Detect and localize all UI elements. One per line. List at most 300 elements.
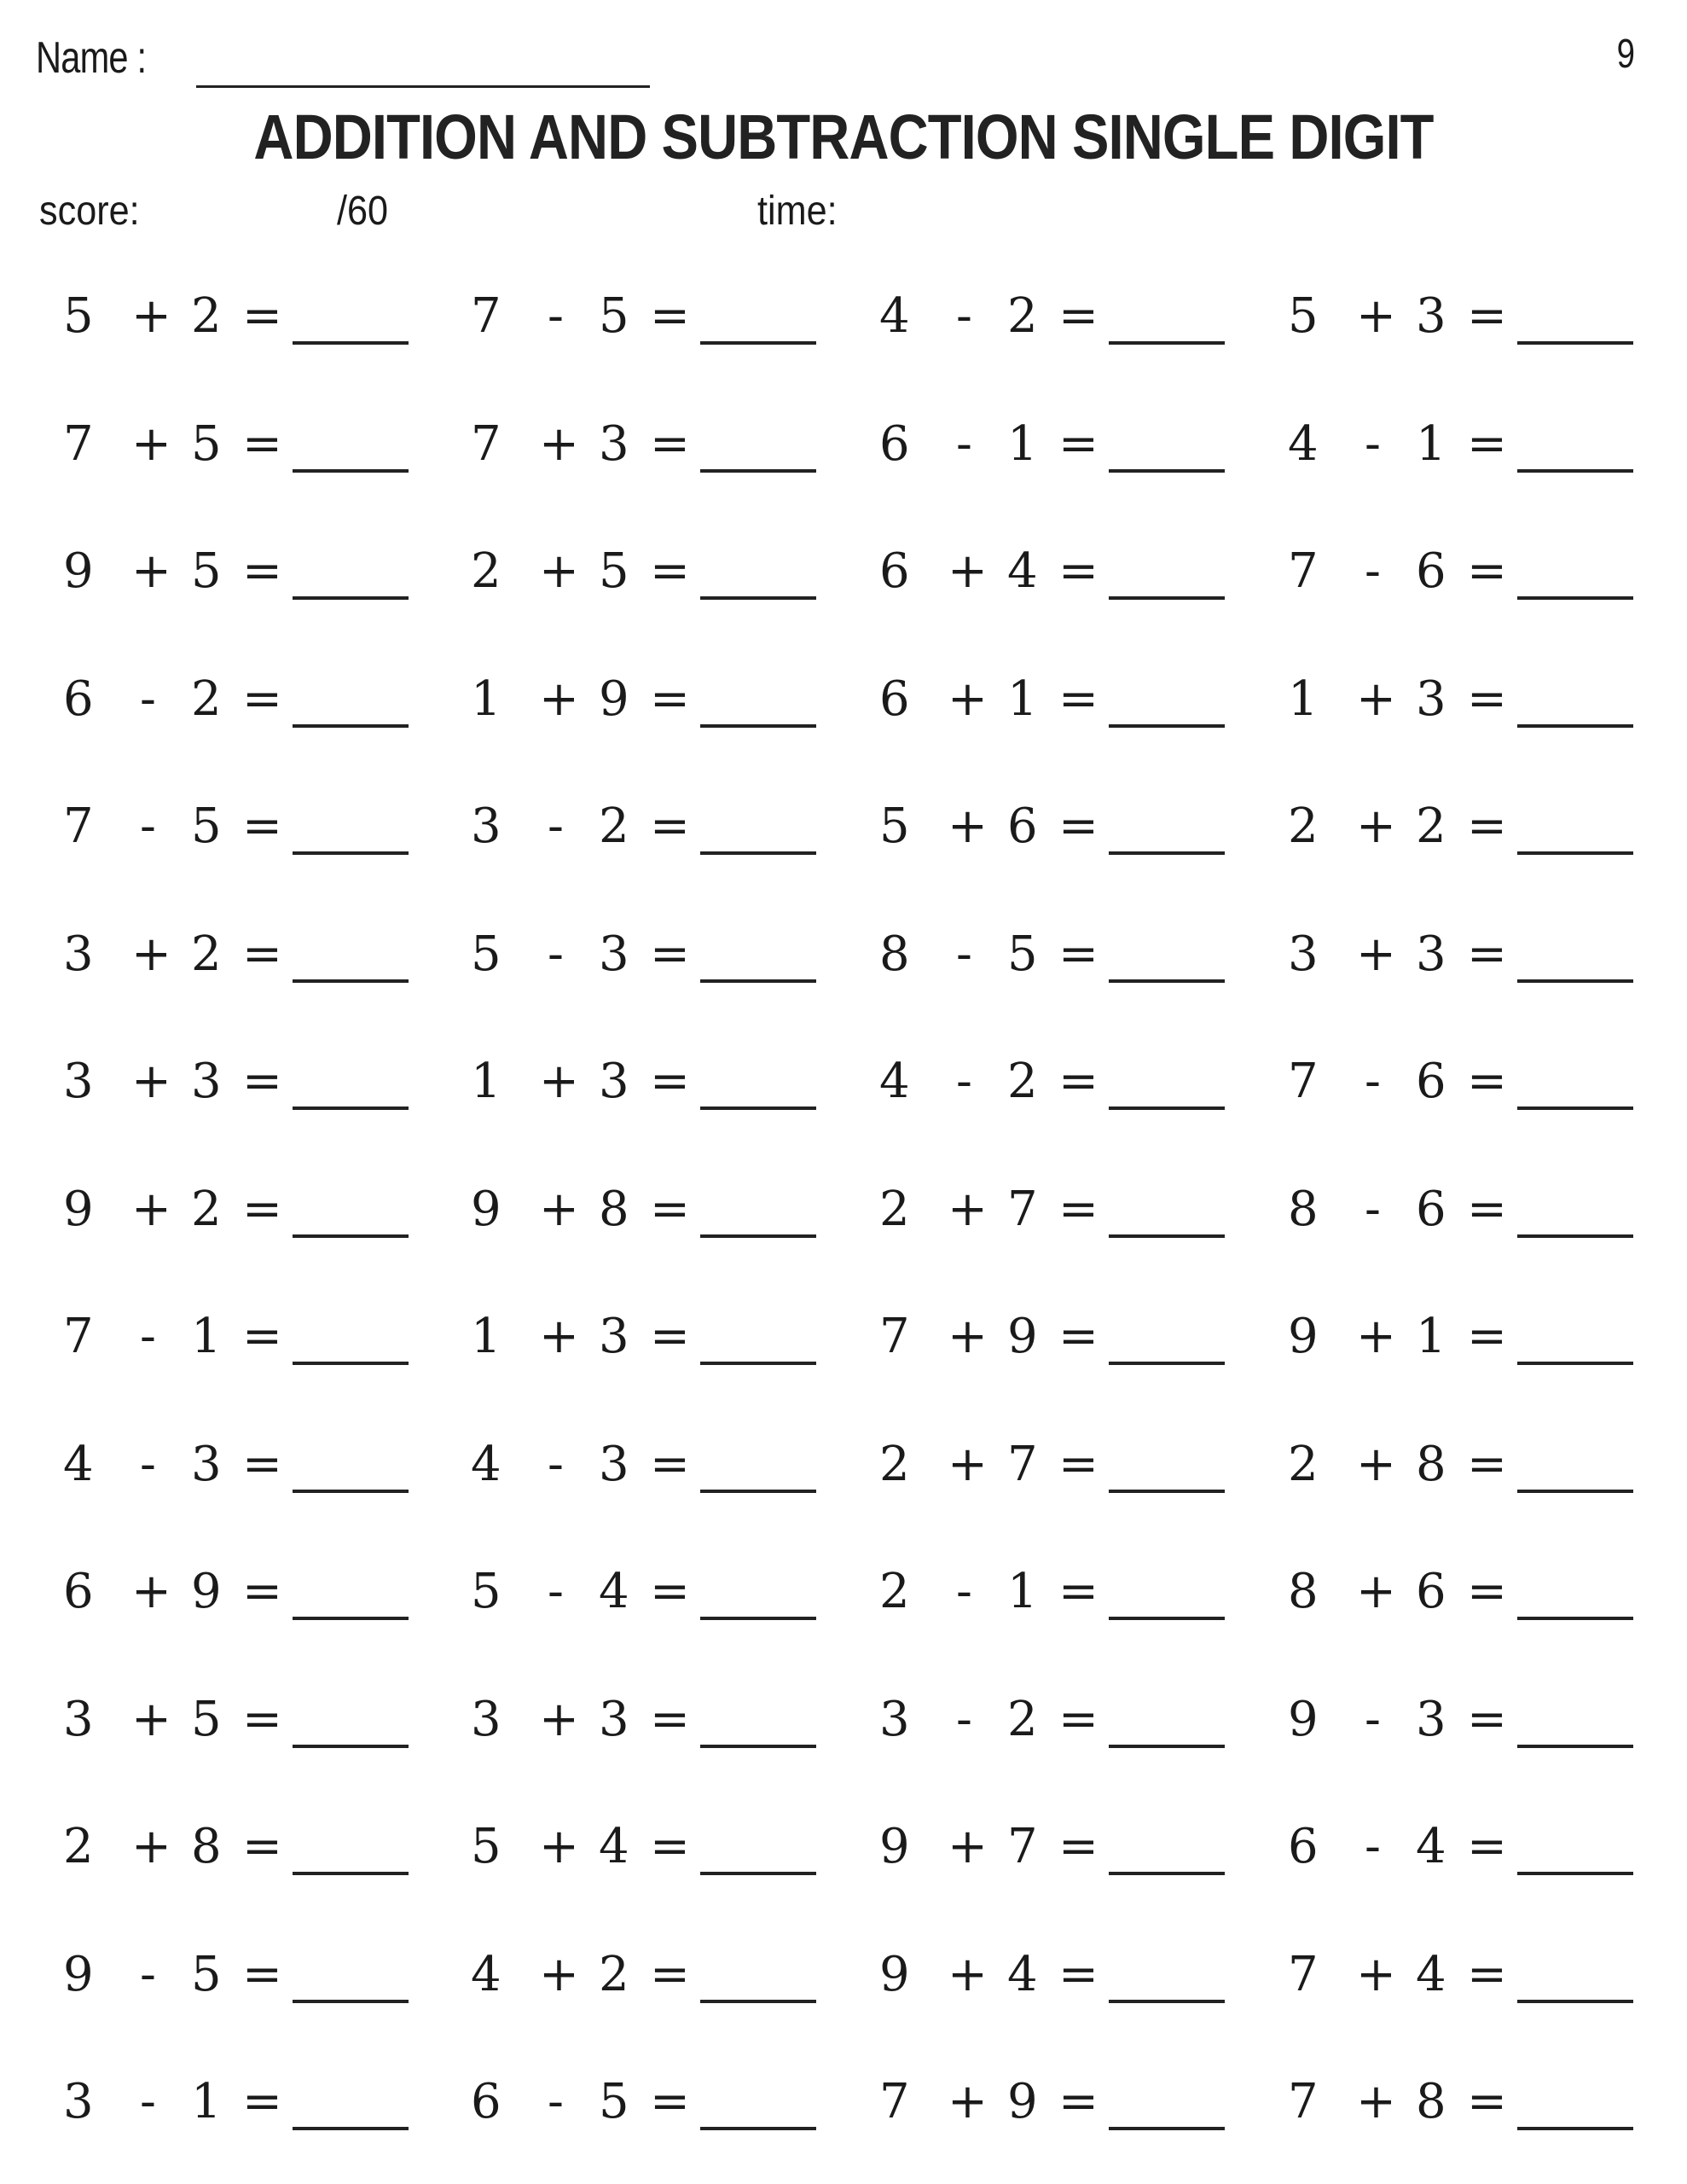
equals-sign: = (242, 288, 282, 344)
equals-sign: = (650, 926, 690, 982)
operand-b: 2 (1416, 799, 1446, 854)
equals-sign: = (242, 415, 282, 472)
answer-blank[interactable] (700, 1107, 816, 1110)
operand-a: 2 (1288, 799, 1319, 854)
operand-b: 7 (1007, 1819, 1038, 1874)
operator: + (539, 543, 579, 599)
operator: + (539, 1054, 579, 1109)
operator: + (131, 288, 171, 344)
operand-b: 2 (191, 926, 222, 982)
operator: + (1356, 288, 1396, 344)
answer-blank[interactable] (1517, 724, 1633, 728)
operand-a: 6 (63, 671, 94, 727)
answer-blank[interactable] (1517, 341, 1633, 345)
answer-blank[interactable] (293, 1234, 409, 1238)
operand-a: 3 (879, 1691, 910, 1747)
answer-blank[interactable] (293, 1617, 409, 1620)
operand-b: 8 (191, 1819, 222, 1874)
answer-blank[interactable] (293, 1107, 409, 1110)
equals-sign: = (1058, 1946, 1099, 2002)
operand-a: 2 (471, 543, 501, 599)
operand-a: 1 (471, 1054, 501, 1109)
answer-blank[interactable] (700, 1234, 816, 1238)
answer-blank[interactable] (1517, 851, 1633, 855)
equals-sign: = (1058, 799, 1099, 854)
answer-blank[interactable] (293, 1872, 409, 1875)
answer-blank[interactable] (700, 1745, 816, 1748)
equals-sign: = (650, 1309, 690, 1364)
operand-b: 8 (1416, 2074, 1446, 2129)
operand-a: 7 (879, 1309, 910, 1364)
score-total: /60 (337, 189, 389, 234)
operator: - (548, 799, 564, 854)
operand-a: 3 (471, 1691, 501, 1747)
operand-b: 2 (1007, 1691, 1038, 1747)
operand-a: 5 (471, 1819, 501, 1874)
operator: - (140, 671, 156, 727)
answer-blank[interactable] (293, 851, 409, 855)
operand-a: 4 (879, 288, 910, 344)
operand-a: 3 (63, 2074, 94, 2129)
operator: + (131, 1054, 171, 1109)
operator: - (548, 1564, 564, 1619)
operand-b: 2 (191, 288, 222, 344)
equals-sign: = (1058, 1054, 1099, 1109)
operator: - (140, 799, 156, 854)
equals-sign: = (242, 1054, 282, 1109)
equals-sign: = (242, 1181, 282, 1237)
equals-sign: = (242, 671, 282, 727)
operand-a: 7 (471, 288, 501, 344)
answer-blank[interactable] (293, 2000, 409, 2003)
equals-sign: = (1058, 1309, 1099, 1364)
operand-a: 5 (63, 288, 94, 344)
operand-a: 4 (471, 1946, 501, 2002)
operand-b: 3 (191, 1054, 222, 1109)
equals-sign: = (1058, 1819, 1099, 1874)
operand-a: 9 (63, 543, 94, 599)
answer-blank[interactable] (700, 2000, 816, 2003)
operand-b: 4 (1007, 543, 1038, 599)
answer-blank[interactable] (700, 1490, 816, 1493)
operator: - (956, 415, 972, 472)
equals-sign: = (242, 1309, 282, 1364)
operator: + (539, 1691, 579, 1747)
operand-a: 9 (1288, 1309, 1319, 1364)
operator: + (1356, 1436, 1396, 1492)
operand-b: 2 (1007, 1054, 1038, 1109)
operator: + (1356, 1946, 1396, 2002)
answer-blank[interactable] (1109, 851, 1225, 855)
operand-a: 3 (63, 1054, 94, 1109)
answer-blank[interactable] (1517, 596, 1633, 600)
operand-a: 4 (1288, 415, 1319, 472)
answer-blank[interactable] (1517, 1490, 1633, 1493)
operand-a: 7 (63, 799, 94, 854)
operator: + (131, 415, 171, 472)
operand-a: 6 (879, 415, 910, 472)
answer-blank[interactable] (293, 596, 409, 600)
operator: + (948, 671, 988, 727)
operator: + (539, 415, 579, 472)
operator: + (539, 1309, 579, 1364)
equals-sign: = (650, 1691, 690, 1747)
operator: + (948, 543, 988, 599)
operand-b: 5 (191, 799, 222, 854)
operand-b: 3 (599, 1691, 629, 1747)
operator: - (956, 288, 972, 344)
operand-b: 9 (1007, 2074, 1038, 2129)
operator: + (1356, 799, 1396, 854)
operator: + (1356, 926, 1396, 982)
operand-b: 3 (1416, 671, 1446, 727)
operator: + (1356, 2074, 1396, 2129)
answer-blank[interactable] (1109, 341, 1225, 345)
equals-sign: = (242, 543, 282, 599)
equals-sign: = (650, 1819, 690, 1874)
operator: + (948, 1946, 988, 2002)
answer-blank[interactable] (700, 1872, 816, 1875)
operand-a: 6 (63, 1564, 94, 1619)
answer-blank[interactable] (1517, 1234, 1633, 1238)
operand-b: 1 (191, 2074, 222, 2129)
equals-sign: = (650, 1564, 690, 1619)
answer-blank[interactable] (1109, 469, 1225, 473)
operand-a: 7 (63, 1309, 94, 1364)
equals-sign: = (1467, 1819, 1507, 1874)
operand-a: 6 (1288, 1819, 1319, 1874)
answer-blank[interactable] (1517, 979, 1633, 983)
operand-a: 2 (879, 1436, 910, 1492)
equals-sign: = (242, 1946, 282, 2002)
answer-blank[interactable] (293, 1362, 409, 1365)
operand-b: 1 (1007, 415, 1038, 472)
answer-blank[interactable] (293, 979, 409, 983)
operand-b: 5 (599, 2074, 629, 2129)
equals-sign: = (1058, 671, 1099, 727)
operand-b: 5 (599, 288, 629, 344)
operand-a: 9 (879, 1946, 910, 2002)
equals-sign: = (1467, 415, 1507, 472)
operand-a: 3 (471, 799, 501, 854)
answer-blank[interactable] (700, 851, 816, 855)
answer-blank[interactable] (1517, 1745, 1633, 1748)
operator: - (548, 926, 564, 982)
page-number: 9 (1616, 32, 1636, 77)
equals-sign: = (1467, 2074, 1507, 2129)
operand-b: 7 (1007, 1181, 1038, 1237)
operand-a: 6 (879, 543, 910, 599)
operand-b: 8 (599, 1181, 629, 1237)
operand-a: 2 (879, 1181, 910, 1237)
equals-sign: = (1467, 1564, 1507, 1619)
answer-blank[interactable] (700, 724, 816, 728)
operand-b: 6 (1416, 543, 1446, 599)
answer-blank[interactable] (1517, 2127, 1633, 2130)
operand-b: 9 (599, 671, 629, 727)
operand-a: 7 (1288, 1054, 1319, 1109)
answer-blank[interactable] (1109, 596, 1225, 600)
name-input-line[interactable] (196, 85, 650, 88)
operator: + (539, 1181, 579, 1237)
operand-b: 2 (599, 1946, 629, 2002)
operand-a: 7 (1288, 1946, 1319, 2002)
operator: + (131, 1819, 171, 1874)
operator: - (140, 1309, 156, 1364)
operand-b: 4 (599, 1819, 629, 1874)
equals-sign: = (1467, 543, 1507, 599)
answer-blank[interactable] (1517, 1617, 1633, 1620)
operand-a: 1 (471, 1309, 501, 1364)
equals-sign: = (1467, 1054, 1507, 1109)
equals-sign: = (1467, 1181, 1507, 1237)
operand-a: 6 (879, 671, 910, 727)
operand-b: 8 (1416, 1436, 1446, 1492)
equals-sign: = (1058, 2074, 1099, 2129)
answer-blank[interactable] (1109, 1107, 1225, 1110)
operand-b: 9 (1007, 1309, 1038, 1364)
answer-blank[interactable] (293, 1745, 409, 1748)
operand-b: 3 (1416, 1691, 1446, 1747)
operand-a: 7 (879, 2074, 910, 2129)
equals-sign: = (1058, 288, 1099, 344)
operand-b: 6 (1007, 799, 1038, 854)
answer-blank[interactable] (700, 469, 816, 473)
equals-sign: = (650, 1054, 690, 1109)
operator: + (948, 2074, 988, 2129)
operand-b: 5 (191, 415, 222, 472)
answer-blank[interactable] (1517, 1872, 1633, 1875)
equals-sign: = (1058, 415, 1099, 472)
operand-b: 3 (599, 1054, 629, 1109)
answer-blank[interactable] (1109, 2000, 1225, 2003)
equals-sign: = (1058, 1691, 1099, 1747)
equals-sign: = (1467, 1309, 1507, 1364)
operand-b: 6 (1416, 1564, 1446, 1619)
equals-sign: = (650, 1946, 690, 2002)
equals-sign: = (650, 415, 690, 472)
operator: + (131, 1564, 171, 1619)
operand-b: 2 (191, 1181, 222, 1237)
operator: - (548, 1436, 564, 1492)
operator: - (140, 1946, 156, 2002)
operator: + (539, 671, 579, 727)
answer-blank[interactable] (1109, 1362, 1225, 1365)
operand-b: 4 (599, 1564, 629, 1619)
operand-a: 3 (1288, 926, 1319, 982)
equals-sign: = (650, 1436, 690, 1492)
operand-b: 3 (599, 1436, 629, 1492)
equals-sign: = (1467, 1946, 1507, 2002)
operand-b: 6 (1416, 1181, 1446, 1237)
answer-blank[interactable] (293, 1490, 409, 1493)
operand-a: 1 (1288, 671, 1319, 727)
answer-blank[interactable] (700, 979, 816, 983)
operator: + (948, 799, 988, 854)
operand-b: 2 (1007, 288, 1038, 344)
equals-sign: = (650, 671, 690, 727)
worksheet-title: ADDITION AND SUBTRACTION SINGLE DIGIT (253, 102, 1434, 172)
operator: - (1365, 1819, 1381, 1874)
operand-a: 3 (63, 1691, 94, 1747)
operand-b: 3 (599, 415, 629, 472)
operator: + (1356, 1309, 1396, 1364)
operator: + (1356, 1564, 1396, 1619)
operator: - (956, 1691, 972, 1747)
equals-sign: = (1058, 1181, 1099, 1237)
operand-b: 1 (1007, 1564, 1038, 1619)
operand-a: 5 (471, 1564, 501, 1619)
answer-blank[interactable] (293, 2127, 409, 2130)
operand-b: 1 (1416, 415, 1446, 472)
operand-b: 4 (1416, 1946, 1446, 2002)
operand-b: 5 (599, 543, 629, 599)
operand-b: 5 (191, 543, 222, 599)
answer-blank[interactable] (293, 341, 409, 345)
equals-sign: = (242, 1691, 282, 1747)
answer-blank[interactable] (293, 469, 409, 473)
operand-a: 2 (1288, 1436, 1319, 1492)
operand-a: 8 (879, 926, 910, 982)
equals-sign: = (1058, 926, 1099, 982)
equals-sign: = (242, 2074, 282, 2129)
operator: - (956, 926, 972, 982)
operator: + (131, 1691, 171, 1747)
operand-b: 9 (191, 1564, 222, 1619)
answer-blank[interactable] (700, 1362, 816, 1365)
operand-b: 3 (599, 926, 629, 982)
operand-a: 8 (1288, 1564, 1319, 1619)
operator: - (1365, 1691, 1381, 1747)
answer-blank[interactable] (1109, 1872, 1225, 1875)
operator: + (948, 1181, 988, 1237)
equals-sign: = (1467, 671, 1507, 727)
operand-b: 5 (191, 1691, 222, 1747)
score-label: score: (39, 189, 140, 234)
operator: - (548, 2074, 564, 2129)
equals-sign: = (1467, 799, 1507, 854)
operand-a: 3 (63, 926, 94, 982)
equals-sign: = (242, 926, 282, 982)
operand-b: 1 (1007, 671, 1038, 727)
operand-a: 2 (879, 1564, 910, 1619)
name-label: Name : (36, 33, 147, 83)
equals-sign: = (650, 1181, 690, 1237)
operator: - (1365, 1181, 1381, 1237)
operand-b: 3 (1416, 288, 1446, 344)
time-label: time: (757, 189, 838, 234)
operator: + (539, 1946, 579, 2002)
equals-sign: = (1058, 1564, 1099, 1619)
operator: + (539, 1819, 579, 1874)
equals-sign: = (1467, 1436, 1507, 1492)
operand-a: 7 (1288, 543, 1319, 599)
operand-b: 1 (191, 1309, 222, 1364)
equals-sign: = (1058, 1436, 1099, 1492)
operand-a: 5 (1288, 288, 1319, 344)
operand-b: 2 (599, 799, 629, 854)
operator: - (956, 1564, 972, 1619)
operand-a: 9 (1288, 1691, 1319, 1747)
operand-b: 5 (1007, 926, 1038, 982)
equals-sign: = (650, 2074, 690, 2129)
answer-blank[interactable] (1109, 979, 1225, 983)
answer-blank[interactable] (1517, 1362, 1633, 1365)
answer-blank[interactable] (1109, 1617, 1225, 1620)
operator: - (1365, 415, 1381, 472)
operand-a: 5 (879, 799, 910, 854)
operand-a: 9 (879, 1819, 910, 1874)
operator: - (548, 288, 564, 344)
answer-blank[interactable] (1517, 469, 1633, 473)
equals-sign: = (242, 1564, 282, 1619)
operand-b: 4 (1007, 1946, 1038, 2002)
equals-sign: = (1467, 1691, 1507, 1747)
answer-blank[interactable] (700, 2127, 816, 2130)
operand-a: 9 (471, 1181, 501, 1237)
answer-blank[interactable] (1109, 1234, 1225, 1238)
answer-blank[interactable] (1517, 2000, 1633, 2003)
operand-a: 2 (63, 1819, 94, 1874)
operand-a: 7 (63, 415, 94, 472)
equals-sign: = (1467, 926, 1507, 982)
equals-sign: = (242, 799, 282, 854)
operand-a: 4 (471, 1436, 501, 1492)
operand-a: 5 (471, 926, 501, 982)
operand-b: 6 (1416, 1054, 1446, 1109)
operator: + (131, 543, 171, 599)
answer-blank[interactable] (1109, 724, 1225, 728)
equals-sign: = (242, 1819, 282, 1874)
operator: + (948, 1309, 988, 1364)
operand-b: 3 (1416, 926, 1446, 982)
equals-sign: = (1058, 543, 1099, 599)
operand-a: 9 (63, 1181, 94, 1237)
operand-a: 9 (63, 1946, 94, 2002)
operator: + (131, 926, 171, 982)
operator: - (140, 2074, 156, 2129)
answer-blank[interactable] (1109, 1490, 1225, 1493)
operand-a: 6 (471, 2074, 501, 2129)
operand-b: 7 (1007, 1436, 1038, 1492)
answer-blank[interactable] (700, 596, 816, 600)
answer-blank[interactable] (1109, 2127, 1225, 2130)
operand-b: 5 (191, 1946, 222, 2002)
operator: + (1356, 671, 1396, 727)
operator: - (1365, 1054, 1381, 1109)
operand-a: 4 (879, 1054, 910, 1109)
operator: + (948, 1436, 988, 1492)
operand-b: 3 (599, 1309, 629, 1364)
operand-b: 2 (191, 671, 222, 727)
answer-blank[interactable] (700, 1617, 816, 1620)
answer-blank[interactable] (1517, 1107, 1633, 1110)
operand-a: 4 (63, 1436, 94, 1492)
operand-b: 4 (1416, 1819, 1446, 1874)
operand-b: 3 (191, 1436, 222, 1492)
equals-sign: = (650, 543, 690, 599)
answer-blank[interactable] (1109, 1745, 1225, 1748)
operand-a: 7 (1288, 2074, 1319, 2129)
equals-sign: = (1467, 288, 1507, 344)
operator: - (140, 1436, 156, 1492)
answer-blank[interactable] (293, 724, 409, 728)
equals-sign: = (650, 288, 690, 344)
answer-blank[interactable] (700, 341, 816, 345)
operand-b: 1 (1416, 1309, 1446, 1364)
operand-a: 7 (471, 415, 501, 472)
equals-sign: = (650, 799, 690, 854)
